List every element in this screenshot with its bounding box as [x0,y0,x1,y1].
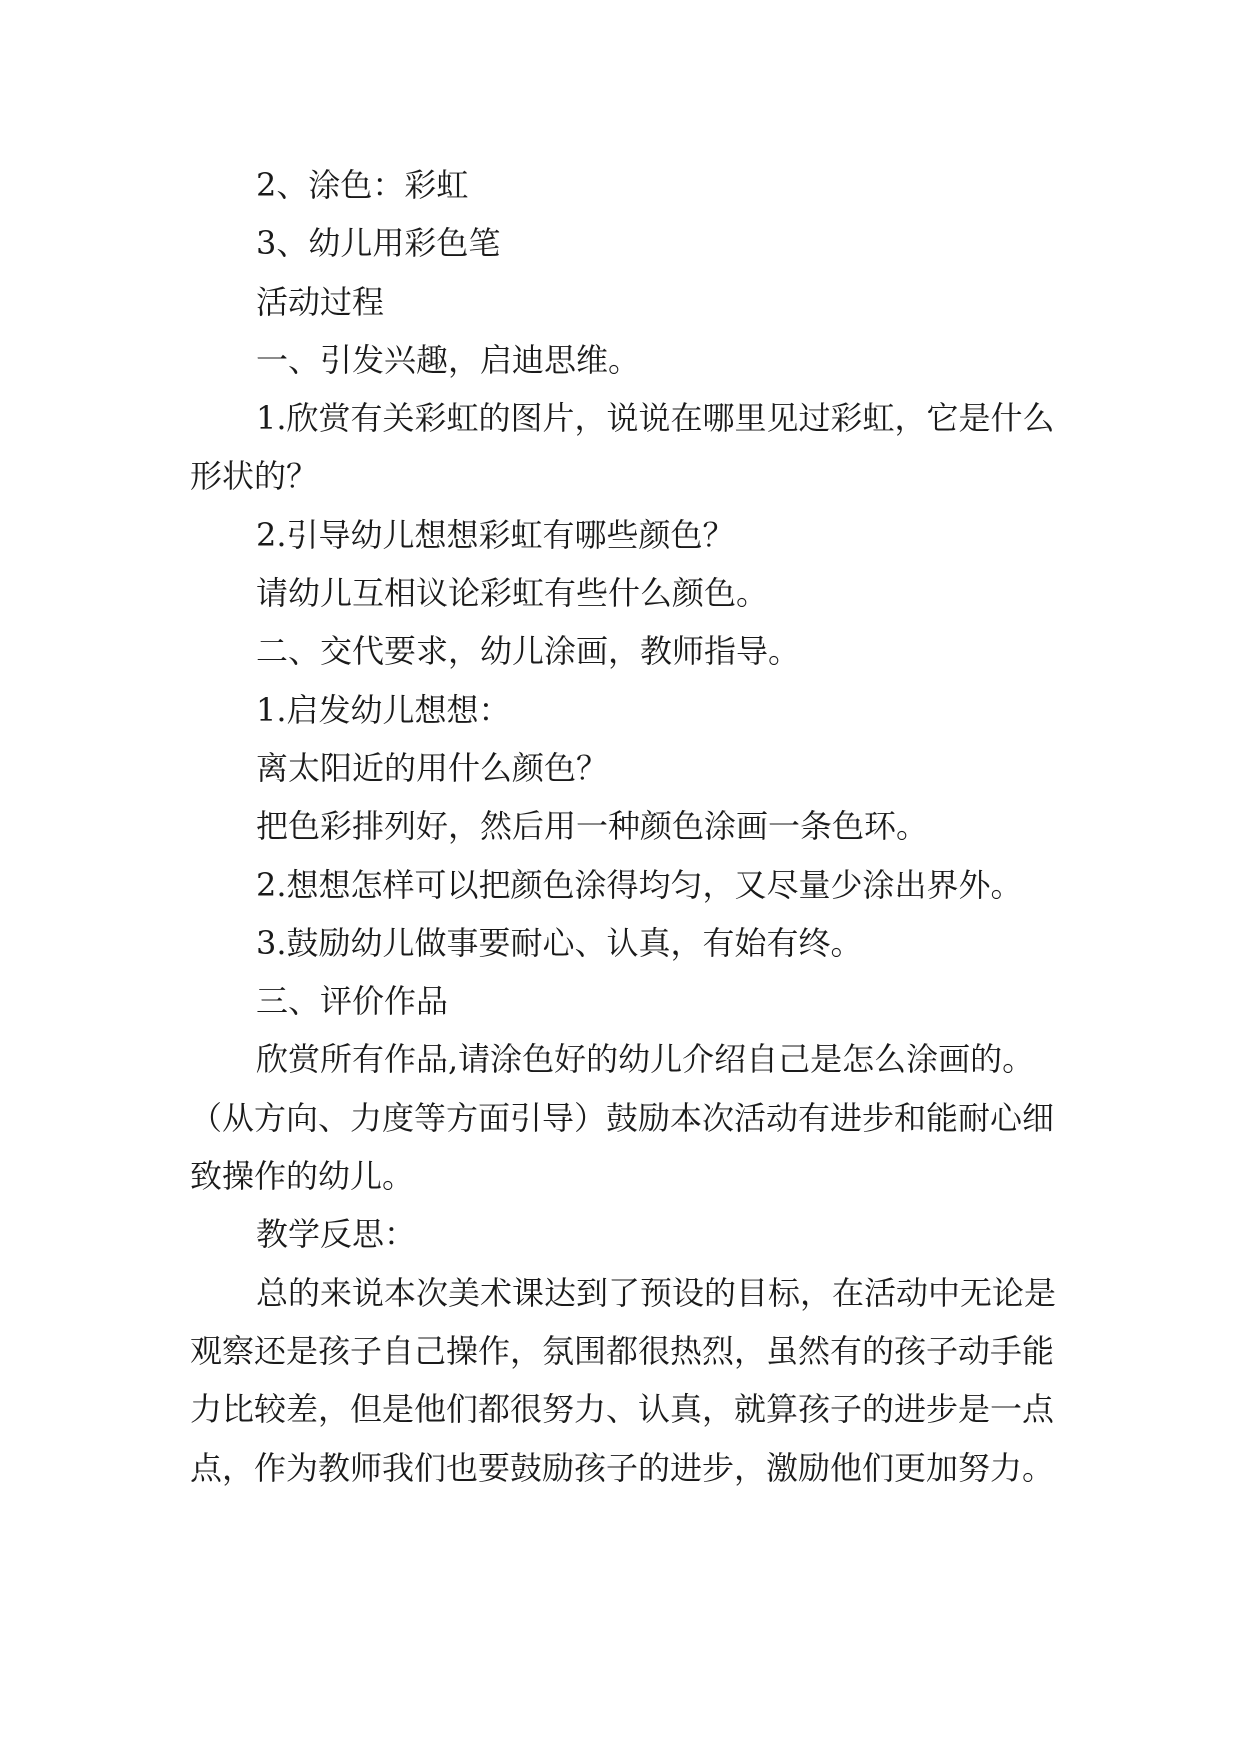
paragraph-arrange-colors: 把色彩排列好，然后用一种颜色涂画一条色环。 [256,807,929,846]
paragraph-discussion: 请幼儿互相议论彩虹有些什么颜色。 [256,574,769,613]
paragraph-step-2-2: 2.想想怎样可以把颜色涂得均匀，又尽量少涂出界外。 [256,865,1023,904]
paragraph-step-1-2: 2.引导幼儿想想彩虹有哪些颜色？ [256,515,735,554]
section-heading-1: 一、引发兴趣，启迪思维。 [256,340,641,379]
paragraph-step-2-1: 1.启发幼儿想想： [256,690,511,729]
section-heading-reflection: 教学反思： [256,1215,417,1254]
document-body [190,156,1070,1497]
paragraph-materials-3: 3、幼儿用彩色笔 [256,224,501,263]
section-heading-2: 二、交代要求，幼儿涂画，教师指导。 [256,632,801,671]
paragraph-step-2-3: 3.鼓励幼儿做事要耐心、认真，有始有终。 [256,923,863,962]
section-heading-3: 三、评价作品 [256,982,449,1021]
paragraph-step-1-1: 1.欣赏有关彩虹的图片，说说在哪里见过彩虹，它是什么形状的？ [190,399,1055,496]
paragraph-materials-2: 2、涂色：彩虹 [256,166,469,204]
section-heading-activity-process: 活动过程 [256,282,385,321]
paragraph-reflection: 总的来说本次美术课达到了预设的目标，在活动中无论是观察还是孩子自己操作，氛围都很热烈，虽然有的孩子动手能力比较差，但是他们都很努力、认真，就算孩子的进步是一点点，作为教师我们也要鼓励孩子的进步，激励他们更加努力。 [190,1273,1057,1487]
paragraph-sun-color: 离太阳近的用什么颜色？ [256,748,609,787]
paragraph-evaluation: 欣赏所有作品,请涂色好的幼儿介绍自己是怎么涂画的。（从方向、力度等方面引导）鼓励本次活动有进步和能耐心细致操作的幼儿。 [190,1040,1055,1196]
